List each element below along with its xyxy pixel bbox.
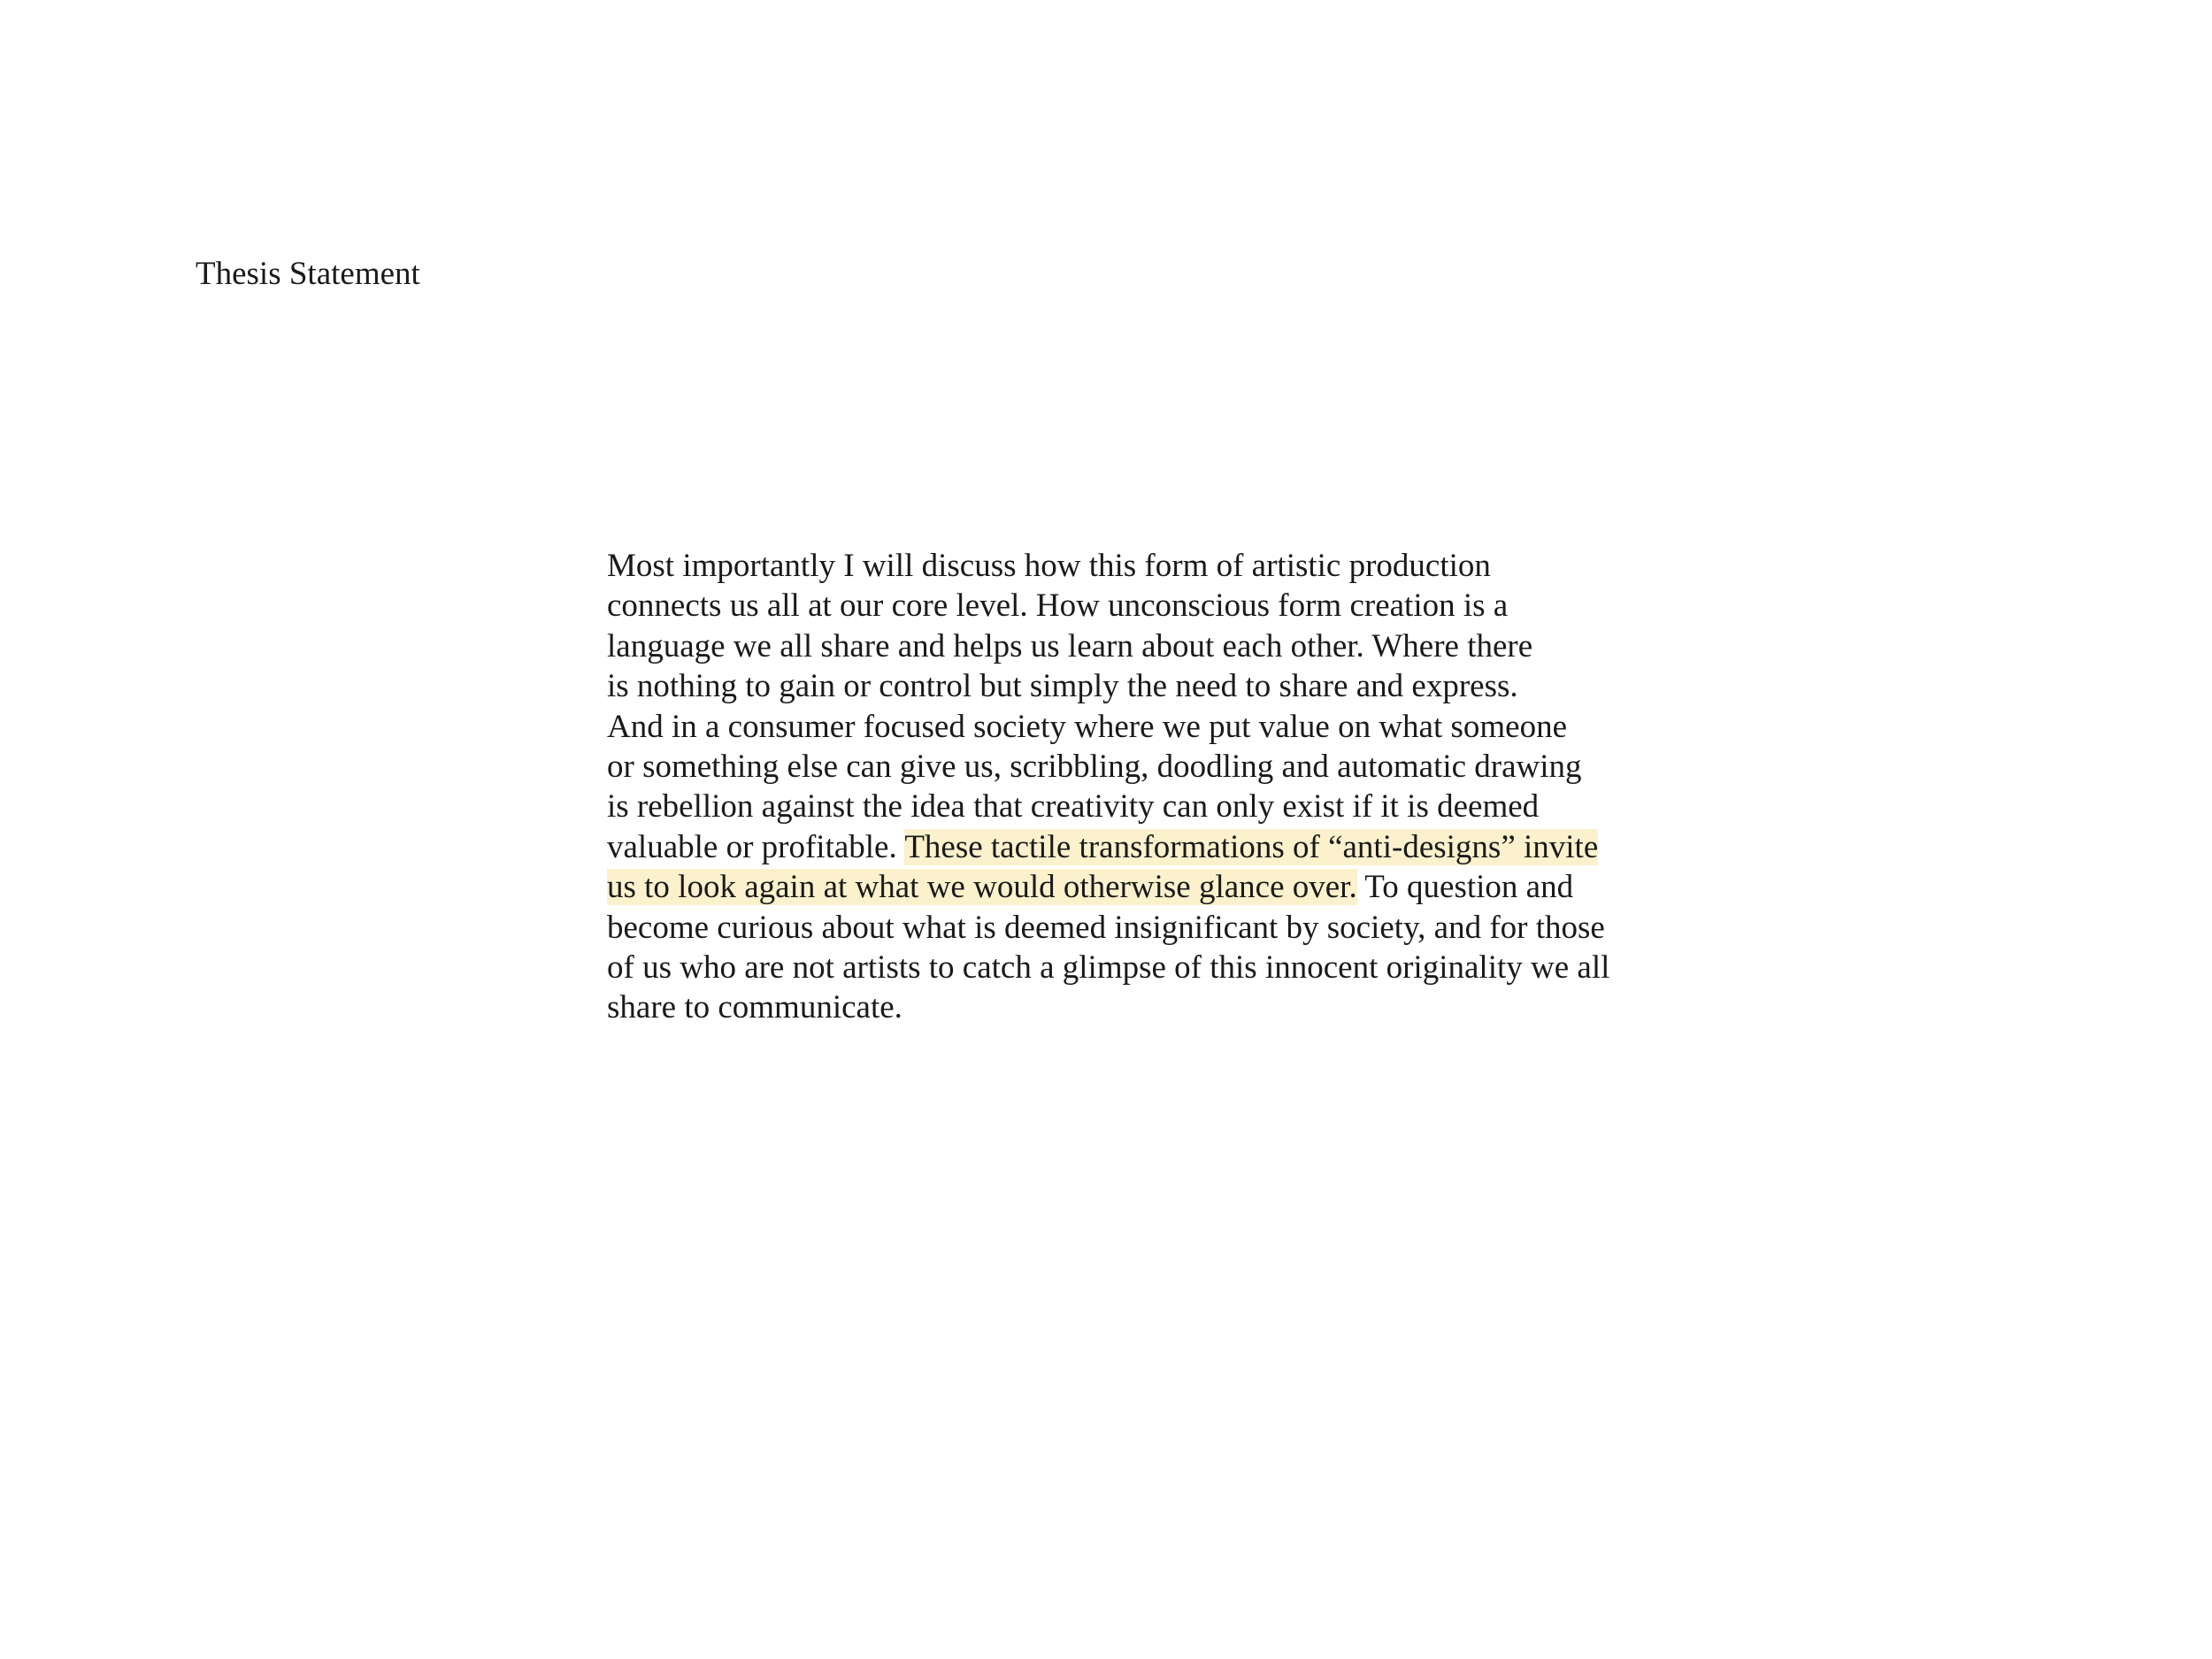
paragraph-line xyxy=(607,867,1651,907)
paragraph-text: or something else can give us, scribbling, doodling and automatic drawing xyxy=(607,749,1582,786)
paragraph-line xyxy=(607,586,1651,626)
highlighted-text: These tactile transformations of “anti-designs” invite xyxy=(904,828,1599,865)
paragraph-text: valuable or profitable. xyxy=(607,828,905,865)
paragraph-line xyxy=(607,666,1651,706)
paragraph-line xyxy=(607,908,1651,948)
paragraph-line xyxy=(607,626,1651,666)
highlighted-text: us to look again at what we would otherwise glance over. xyxy=(607,869,1357,906)
paragraph-text: Most importantly I will discuss how this form of artistic production xyxy=(607,548,1491,584)
paragraph-text: And in a consumer focused society where we put value on what someone xyxy=(607,708,1568,745)
thesis-paragraph xyxy=(607,546,1651,1028)
paragraph-text: To question and xyxy=(1356,869,1574,906)
paragraph-line xyxy=(607,707,1651,747)
paragraph-line xyxy=(607,827,1651,867)
paragraph-line xyxy=(607,948,1651,987)
paragraph-text: is nothing to gain or control but simply the need to share and express. xyxy=(607,668,1518,705)
paragraph-line xyxy=(607,787,1651,826)
paragraph-text: language we all share and helps us learn about each other. Where there xyxy=(607,627,1533,664)
paragraph-line xyxy=(607,747,1651,787)
paragraph-line xyxy=(607,987,1651,1027)
paragraph-text: share to communicate. xyxy=(607,989,902,1026)
paragraph-text: become curious about what is deemed insignificant by society, and for those xyxy=(607,909,1605,946)
paragraph-text: connects us all at our core level. How unconscious form creation is a xyxy=(607,588,1509,625)
paragraph-line xyxy=(607,546,1651,586)
page-heading: Thesis Statement xyxy=(196,256,420,292)
paragraph-text: is rebellion against the idea that creativity can only exist if it is deemed xyxy=(607,788,1540,826)
paragraph-text: of us who are not artists to catch a glimpse of this innocent originality we all xyxy=(607,949,1610,987)
